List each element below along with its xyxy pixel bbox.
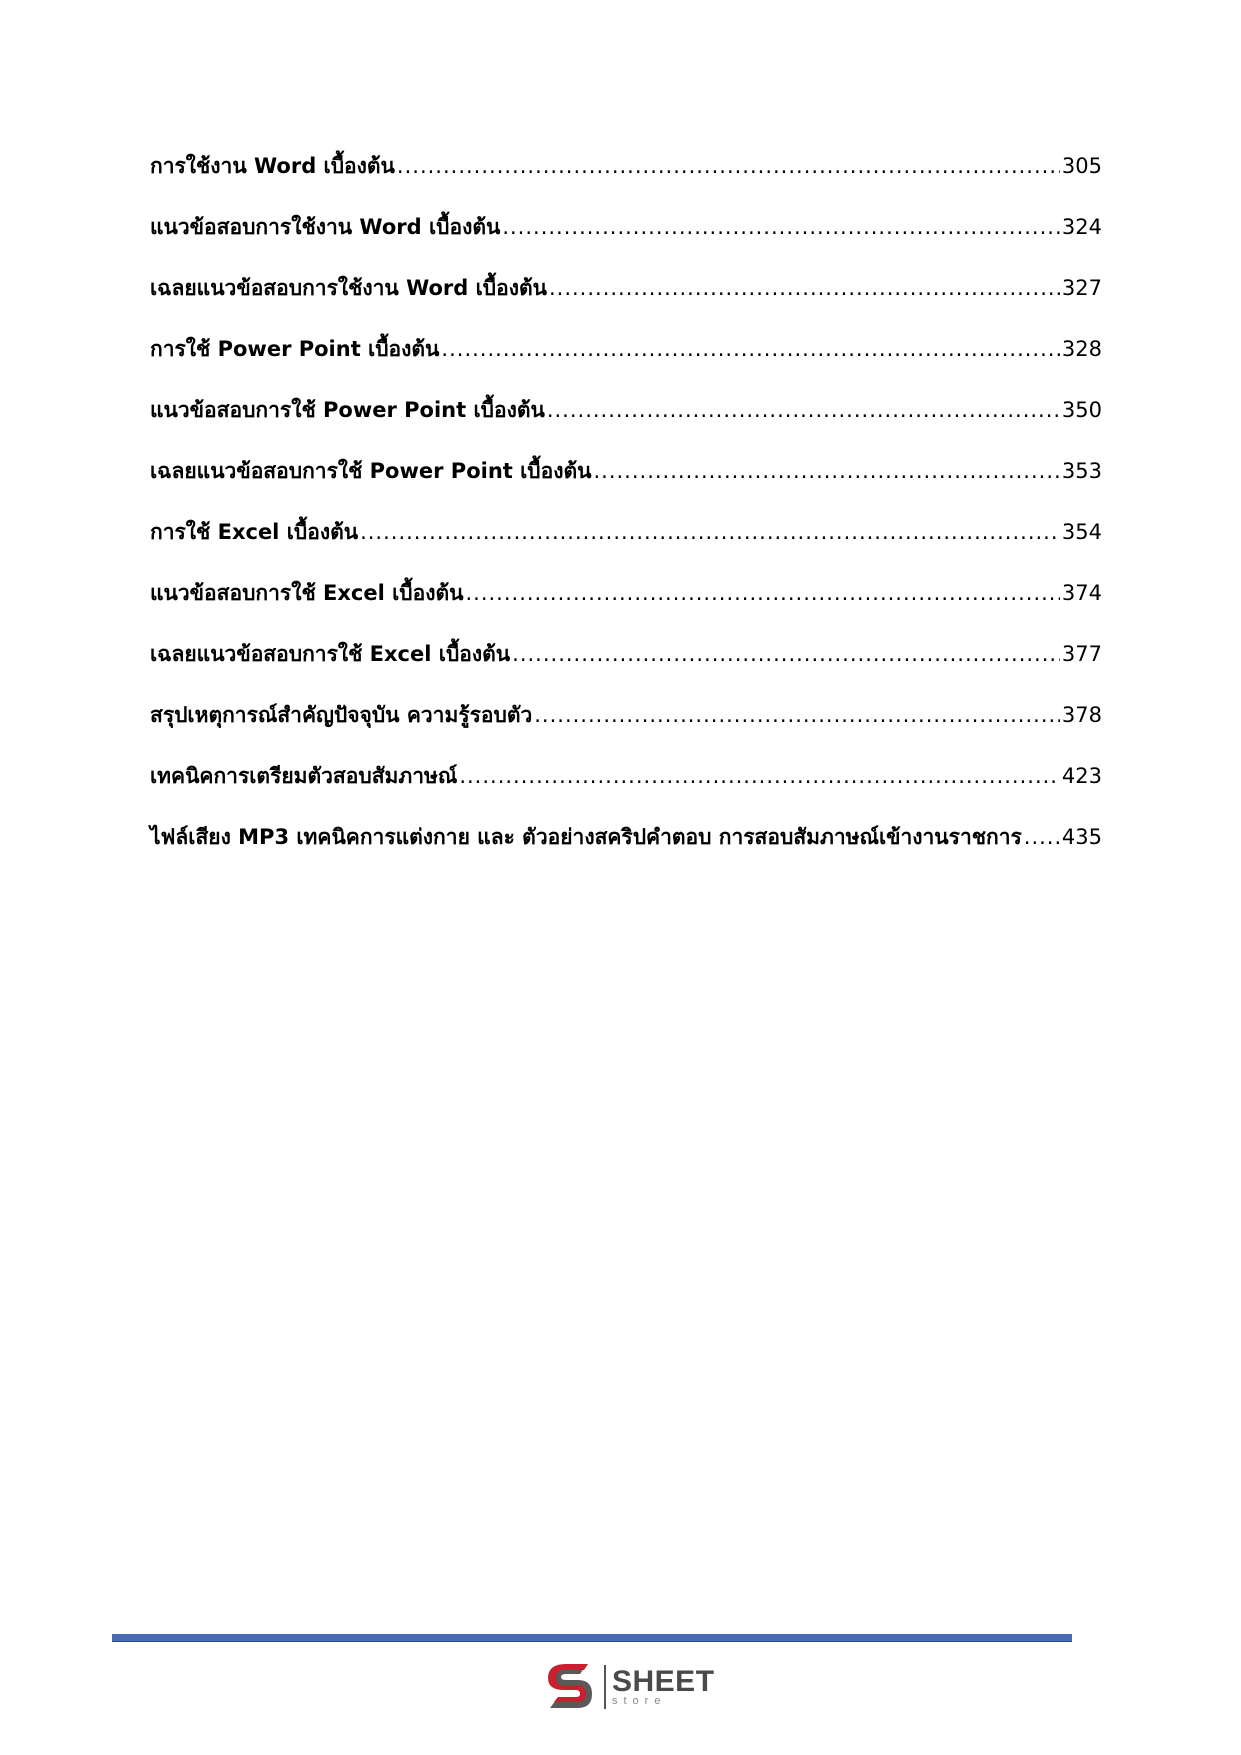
toc-entry-page: 328 (1061, 337, 1102, 361)
toc-leader-dots (397, 154, 1060, 178)
toc-leader-dots (549, 276, 1060, 300)
toc-leader-dots (534, 703, 1060, 727)
toc-leader-dots (459, 764, 1060, 788)
toc-entry[interactable] (150, 211, 1102, 272)
toc-entry-page: 350 (1061, 398, 1102, 422)
toc-leader-dots (441, 337, 1059, 361)
toc-entry[interactable] (150, 394, 1102, 455)
toc-entry[interactable] (150, 333, 1102, 394)
toc-entry-title: เฉลยแนวข้อสอบการใช้ Power Point เบื้องต้น (150, 459, 592, 483)
toc-entry-page: 324 (1061, 215, 1102, 239)
toc-leader-dots (512, 642, 1060, 666)
toc-entry-page: 374 (1061, 581, 1102, 605)
logo-wordmark: SHEET (612, 1665, 715, 1698)
toc-entry-title: แนวข้อสอบการใช้ Power Point เบื้องต้น (150, 398, 545, 422)
toc-entry[interactable] (150, 516, 1102, 577)
toc-leader-dots (360, 520, 1060, 544)
toc-entry-title: เฉลยแนวข้อสอบการใช้งาน Word เบื้องต้น (150, 276, 547, 300)
toc-entry-page: 423 (1061, 764, 1102, 788)
toc-entry-title: การใช้ Excel เบื้องต้น (150, 520, 359, 544)
toc-entry-page: 435 (1061, 825, 1102, 849)
toc-leader-dots (547, 398, 1060, 422)
sheet-store-logo-icon (544, 1660, 598, 1714)
toc-leader-dots (502, 215, 1060, 239)
logo-divider (604, 1665, 606, 1709)
logo-text (612, 1667, 715, 1707)
toc-entry-title: การใช้ Power Point เบื้องต้น (150, 337, 440, 361)
toc-leader-dots (593, 459, 1059, 483)
toc-entry[interactable] (150, 577, 1102, 638)
toc-entry-title: เฉลยแนวข้อสอบการใช้ Excel เบื้องต้น (150, 642, 511, 666)
toc-entry-page: 354 (1061, 520, 1102, 544)
toc-entry-title: แนวข้อสอบการใช้ Excel เบื้องต้น (150, 581, 464, 605)
toc-entry[interactable] (150, 455, 1102, 516)
footer-divider (112, 1634, 1072, 1642)
toc-entry-title: สรุปเหตุการณ์สำคัญปัจจุบัน ความรู้รอบตัว (150, 703, 533, 727)
table-of-contents (150, 150, 1102, 882)
logo-subtext: store (612, 1695, 667, 1707)
toc-entry-title: แนวข้อสอบการใช้งาน Word เบื้องต้น (150, 215, 501, 239)
toc-leader-dots (465, 581, 1059, 605)
toc-entry-page: 377 (1061, 642, 1102, 666)
toc-entry[interactable] (150, 821, 1102, 882)
toc-entry-page: 353 (1061, 459, 1102, 483)
toc-entry[interactable] (150, 699, 1102, 760)
toc-entry-page: 378 (1061, 703, 1102, 727)
toc-entry[interactable] (150, 760, 1102, 821)
toc-entry-title: เทคนิคการเตรียมตัวสอบสัมภาษณ์ (150, 764, 458, 788)
toc-entry[interactable] (150, 150, 1102, 211)
toc-leader-dots (1024, 825, 1060, 849)
toc-entry-page: 305 (1061, 154, 1102, 178)
toc-entry[interactable] (150, 272, 1102, 333)
toc-entry-title: ไฟล์เสียง MP3 เทคนิคการแต่งกาย และ ตัวอย่างสคริปคำตอบ การสอบสัมภาษณ์เข้างานราชการ (150, 825, 1022, 849)
sheet-store-logo (544, 1660, 715, 1714)
toc-entry-page: 327 (1061, 276, 1102, 300)
toc-entry-title: การใช้งาน Word เบื้องต้น (150, 154, 395, 178)
toc-entry[interactable] (150, 638, 1102, 699)
